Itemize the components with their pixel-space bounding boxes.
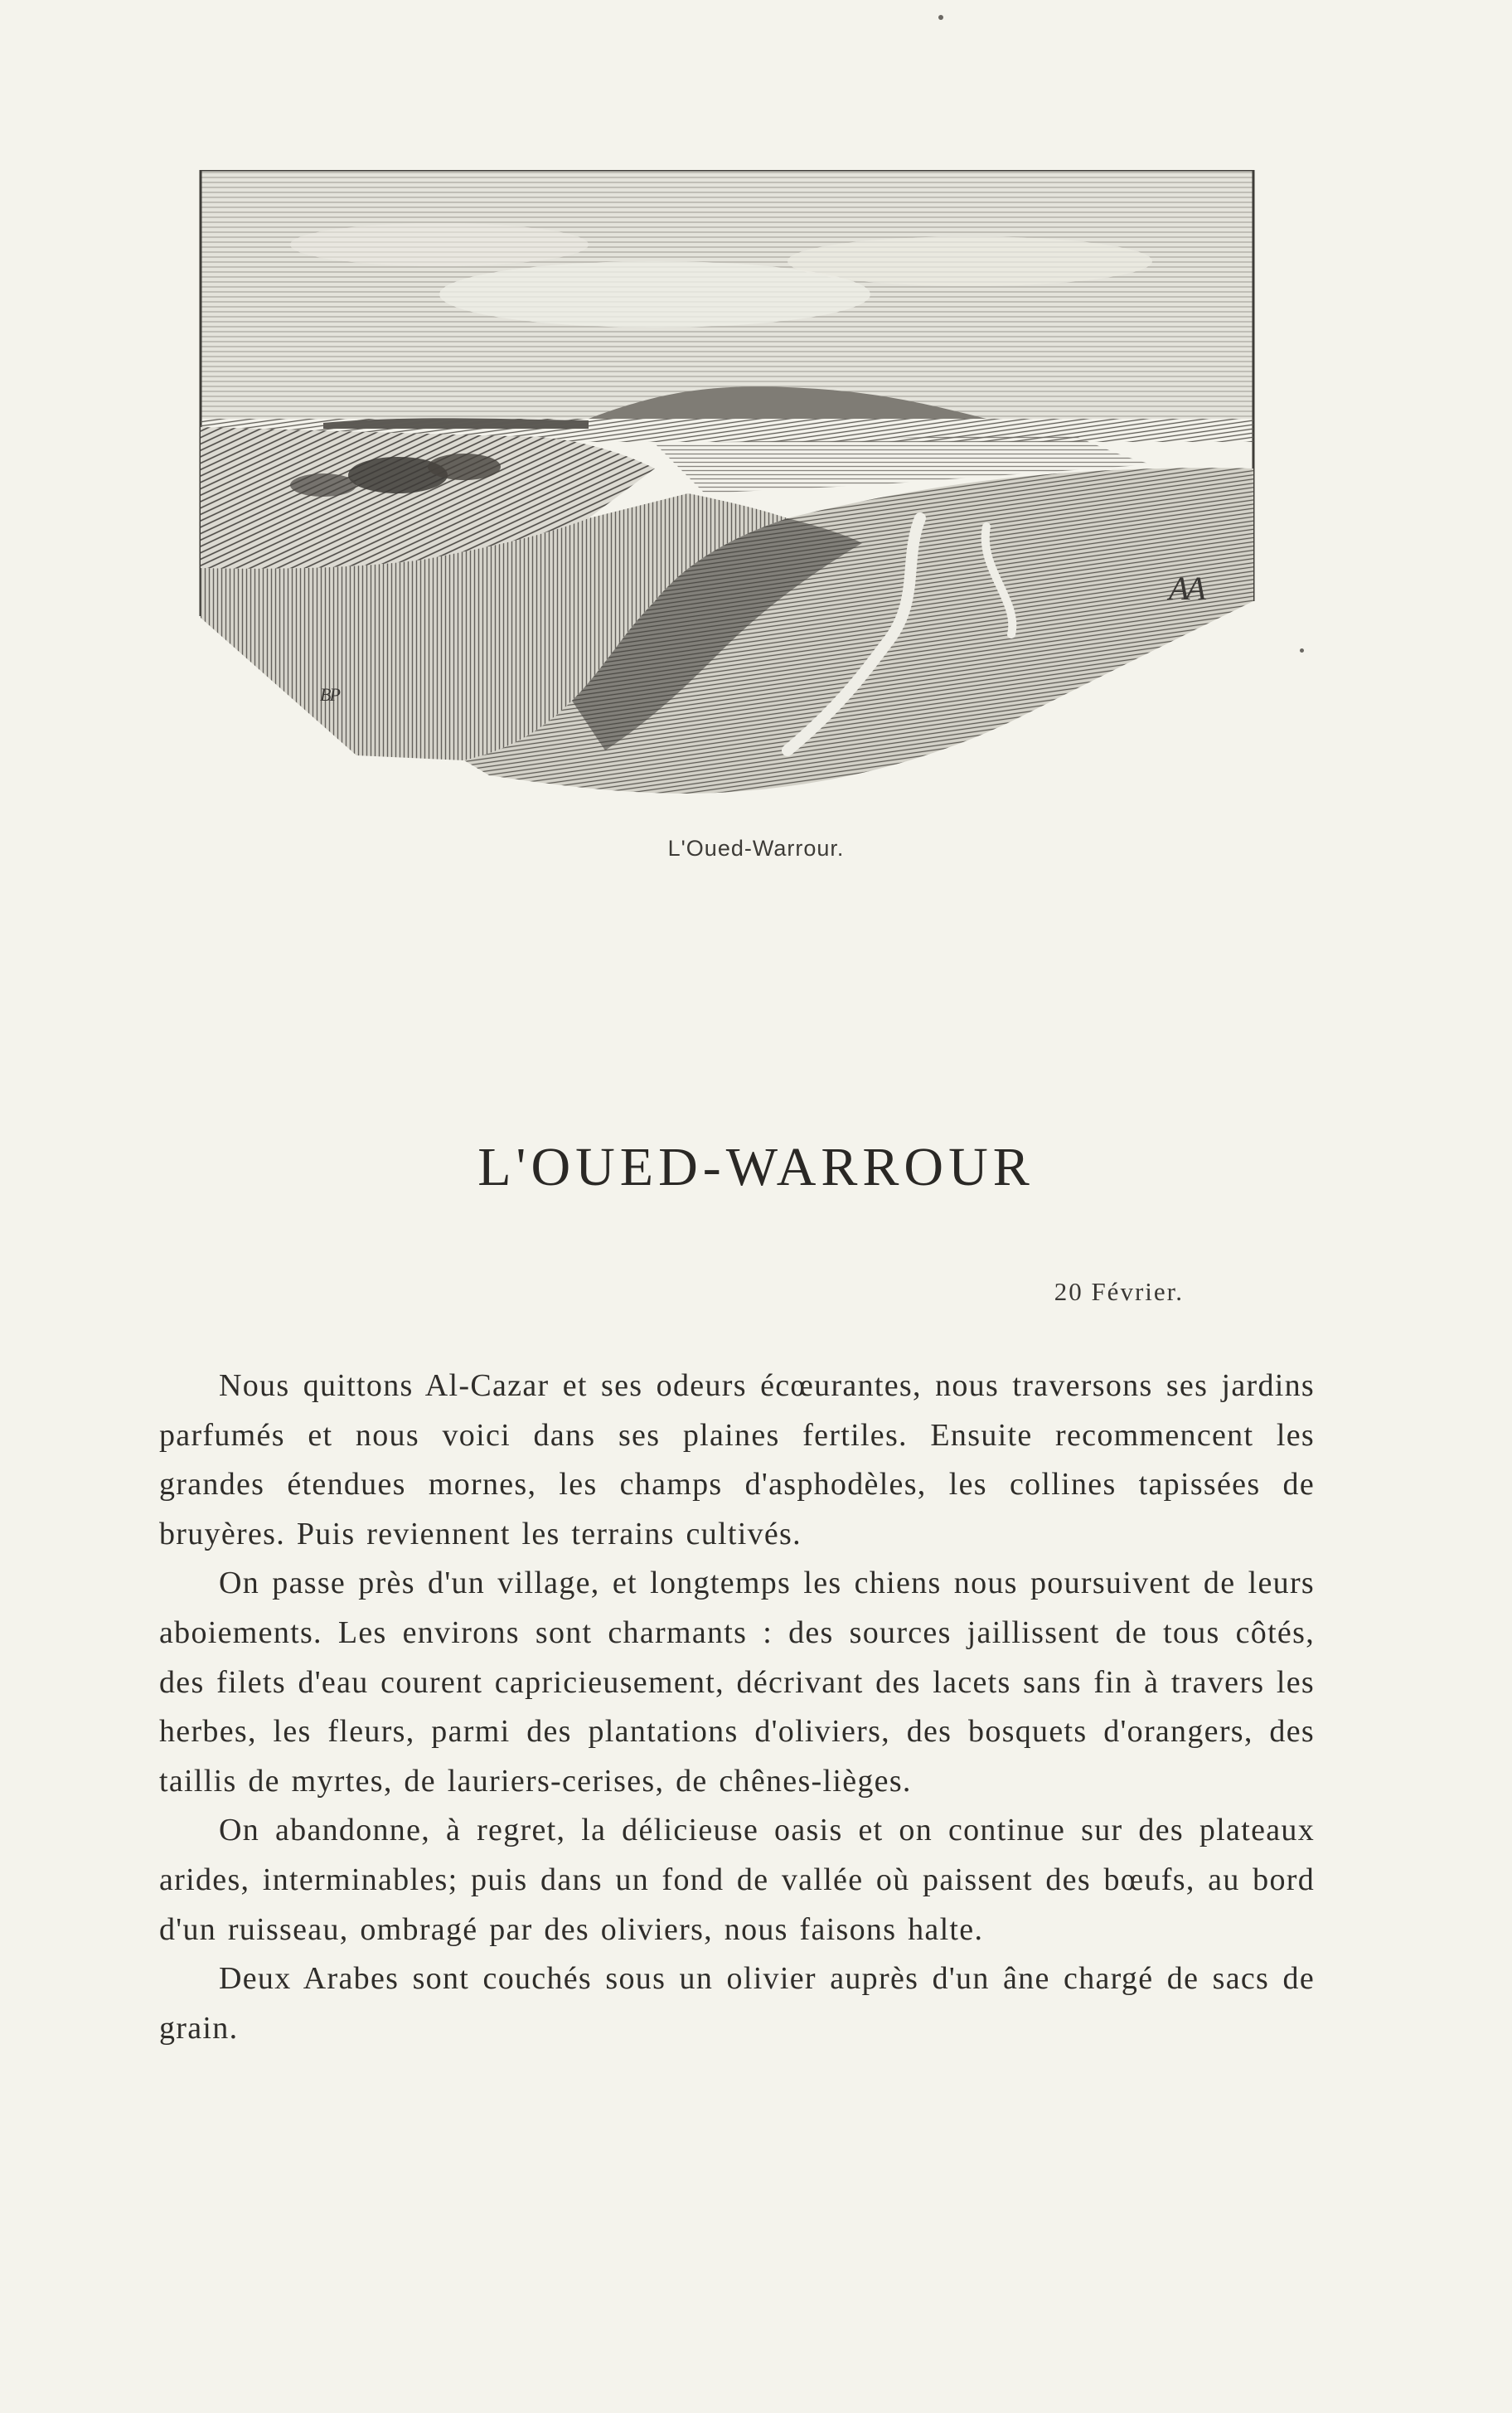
paper-speck bbox=[1300, 648, 1304, 653]
river-landscape-engraving bbox=[191, 170, 1260, 800]
chapter-body bbox=[159, 1362, 1315, 2053]
chapter-title: L'OUED-WARROUR bbox=[477, 1137, 1035, 1197]
paragraph: On passe près d'un village, et longtemps les chiens nous poursuivent de leurs aboiements. Les environs sont charmants : des sources jaillissent de tous côtés, des filets d'eau courent capricieusement, décrivant des lacets sans fin à travers les herbes, les fleurs, parmi des plantations d'oliviers, des bosquets d'orangers, des taillis de myrtes, de lauriers-cerises, de chênes-lièges. bbox=[159, 1566, 1315, 1799]
paper-speck bbox=[938, 15, 943, 20]
paragraph: On abandonne, à regret, la délicieuse oasis et on continue sur des plateaux arides, interminables; puis dans un fond de vallée où paissent des bœufs, au bord d'un ruisseau, ombragé par des oliviers, nous faisons halte. bbox=[159, 1813, 1315, 1947]
entry-date: 20 Février. bbox=[1054, 1277, 1184, 1306]
engraver-monogram-left: BP bbox=[320, 684, 339, 705]
engraver-monogram-right: AA bbox=[1169, 570, 1203, 607]
illustration-caption: L'Oued-Warrour. bbox=[667, 836, 845, 861]
paragraph: Deux Arabes sont couchés sous un olivier auprès d'un âne chargé de sacs de grain. bbox=[159, 1961, 1315, 2046]
paragraph: Nous quittons Al-Cazar et ses odeurs écœurantes, nous traversons ses jardins parfumés et nous voici dans ses plaines fertiles. Ensuite recommencent les grandes étendues mornes, les champs d'asphodèles, les collines tapissées de bruyères. Puis reviennent les terrains cultivés. bbox=[159, 1368, 1315, 1551]
